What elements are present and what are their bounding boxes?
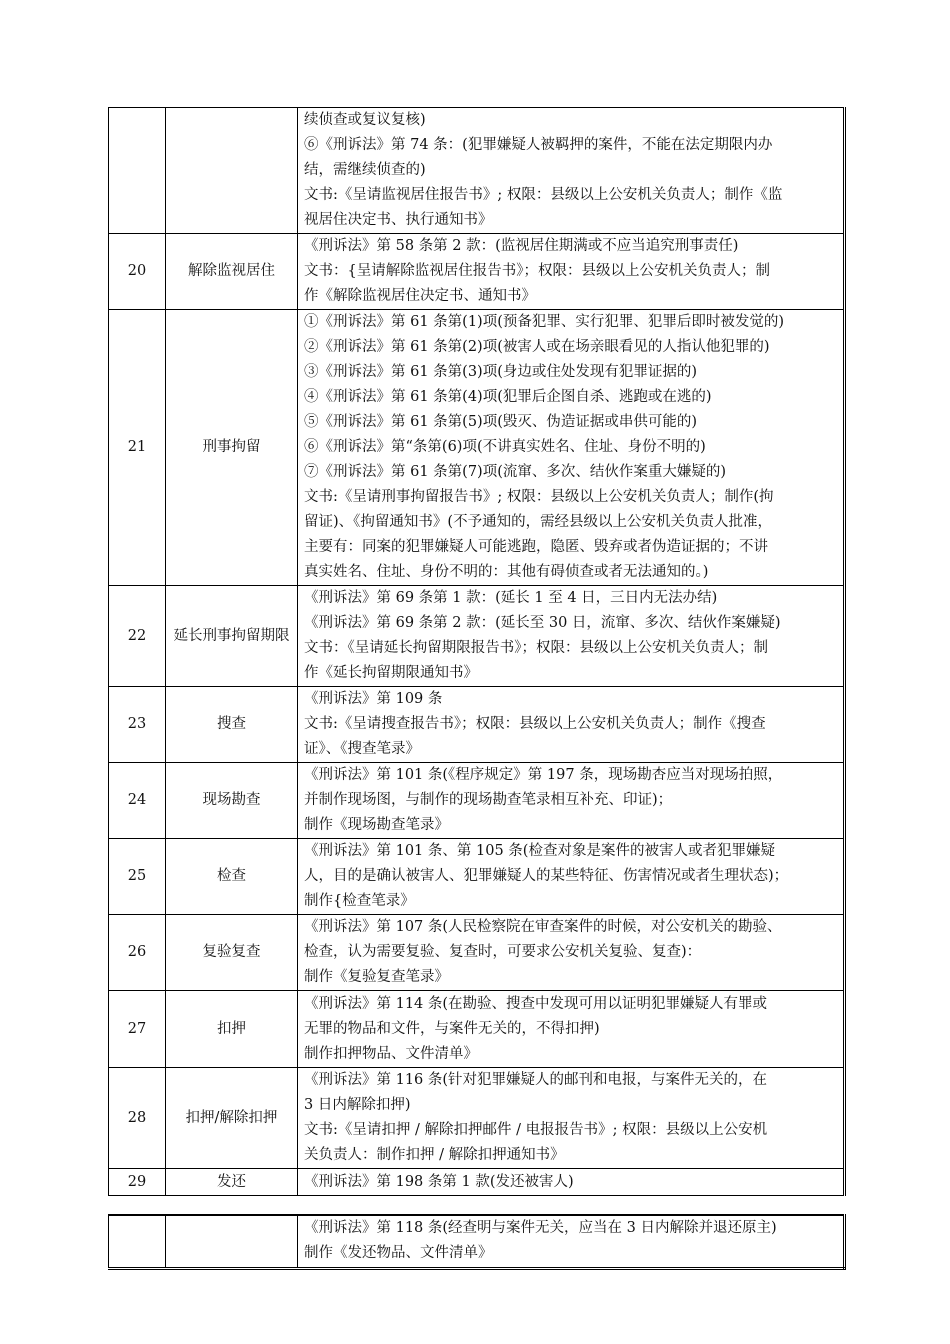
table-row bbox=[109, 310, 845, 586]
content-line: 证》、《搜查笔录》 bbox=[304, 741, 420, 757]
procedure-name: 检查 bbox=[166, 839, 298, 915]
content-line: 《刑诉法》第 101 条(《程序规定》第 197 条，现场勘杏应当对现场拍照， bbox=[304, 767, 783, 783]
procedure-name: 扣押/解除扣押 bbox=[166, 1068, 298, 1169]
content-line: 视居住决定书、执行通知书》 bbox=[304, 212, 493, 228]
content-line: ⑦《刑诉法》第 61 条第(7)项(流窜、多次、结伙作案重大嫌疑的) bbox=[304, 464, 727, 480]
row-number bbox=[109, 1215, 166, 1268]
procedure-name: 刑事拘留 bbox=[166, 310, 298, 586]
table-row bbox=[109, 839, 845, 915]
content-line: ⑥《刑诉法》第“条第(6)项(不讲真实姓名、住址、身份不明的) bbox=[304, 439, 706, 455]
content-line: 检查，认为需要复验、复查时，可要求公安机关复验、复查)： bbox=[304, 944, 702, 960]
procedure-table-continuation bbox=[108, 1214, 846, 1270]
content-line: 《刑诉法》第 109 条 bbox=[304, 691, 443, 707]
content-line: 关负责人：制作扣押 / 解除扣押通知书》 bbox=[304, 1147, 565, 1163]
procedure-name: 现场勘查 bbox=[166, 763, 298, 839]
content-line: 《刑诉法》第 69 条第 1 款：(延长 1 至 4 日，三日内无法办结) bbox=[304, 590, 718, 606]
content-line: 文书：《呈请延长拘留期限报告书》；权限：县级以上公安机关负责人；制 bbox=[304, 640, 768, 656]
procedure-name bbox=[166, 1215, 298, 1268]
content-line: ⑤《刑诉法》第 61 条第(5)项(毁灭、伪造证据或串供可能的) bbox=[304, 414, 698, 430]
table-row bbox=[109, 1068, 845, 1169]
table-row bbox=[109, 1169, 845, 1196]
content-line: 真实姓名、住址、身份不明的：其他有碍侦查或者无法通知的。) bbox=[304, 564, 709, 580]
row-number: 23 bbox=[109, 687, 166, 763]
content-line: 文书:《呈请扣押 / 解除扣押邮件 / 电报报告书》; 权限：县级以上公安机 bbox=[304, 1122, 768, 1138]
procedure-name: 延长刑事拘留期限 bbox=[166, 586, 298, 687]
row-number: 22 bbox=[109, 586, 166, 687]
legal-basis-content bbox=[298, 586, 845, 687]
content-line: 并制作现场图，与制作的现场勘查笔录相互补充、印证)； bbox=[304, 792, 673, 808]
content-line: 文书：{呈请解除监视居住报告书》；权限：县级以上公安机关负责人；制 bbox=[304, 263, 770, 279]
procedure-table-body bbox=[109, 108, 845, 1196]
row-number: 26 bbox=[109, 915, 166, 991]
content-line: 制作《现场勘查笔录》 bbox=[304, 817, 449, 833]
content-line: 人，目的是确认被害人、犯罪嫌疑人的某些特征、伤害情况或者生理状态)； bbox=[304, 868, 789, 884]
content-line: 文书:《呈请搜查报告书》；权限：县级以上公安机关负责人；制作《搜查 bbox=[304, 716, 766, 732]
row-number: 28 bbox=[109, 1068, 166, 1169]
content-line: 《刑诉法》第 101 条、第 105 条(检查对象是案件的被害人或者犯罪嫌疑 bbox=[304, 843, 775, 859]
content-line: 无罪的物品和文件，与案件无关的，不得扣押) bbox=[304, 1020, 600, 1037]
procedure-name: 发还 bbox=[166, 1169, 298, 1196]
row-number: 21 bbox=[109, 310, 166, 586]
procedure-name: 扣押 bbox=[166, 991, 298, 1068]
table-row bbox=[109, 991, 845, 1068]
content-line: 作《解除监视居住决定书、通知书》 bbox=[304, 288, 536, 304]
content-line: 《刑诉法》第 198 条第 1 款(发还被害人) bbox=[304, 1173, 574, 1190]
row-number: 25 bbox=[109, 839, 166, 915]
legal-basis-content bbox=[298, 839, 845, 915]
table-row bbox=[109, 915, 845, 991]
content-line: 续侦查或复议复核) bbox=[304, 112, 426, 128]
legal-basis-content bbox=[298, 763, 845, 839]
content-line: ③《刑诉法》第 61 条第(3)项(身边或住处发现有犯罪证据的) bbox=[304, 364, 698, 380]
content-line: 《刑诉法》第 107 条(人民检察院在审查案件的时候，对公安机关的勘验、 bbox=[304, 919, 782, 935]
content-line: 制作{检查笔录》 bbox=[304, 893, 415, 909]
row-number: 29 bbox=[109, 1169, 166, 1196]
content-line: 3 日内解除扣押) bbox=[304, 1097, 411, 1113]
procedure-name: 复验复查 bbox=[166, 915, 298, 991]
table-row bbox=[109, 687, 845, 763]
row-number: 24 bbox=[109, 763, 166, 839]
content-line: 主要有：同案的犯罪嫌疑人可能逃跑，隐匿、毁弃或者伪造证据的；不讲 bbox=[304, 539, 768, 555]
procedure-name: 搜查 bbox=[166, 687, 298, 763]
table-row bbox=[109, 1215, 845, 1268]
procedure-name bbox=[166, 108, 298, 234]
content-line: ④《刑诉法》第 61 条第(4)项(犯罪后企图自杀、逃跑或在逃的) bbox=[304, 389, 712, 405]
content-line: 《刑诉法》第 116 条(针对犯罪嫌疑人的邮刊和电报，与案件无关的，在 bbox=[304, 1072, 768, 1088]
legal-basis-content bbox=[298, 108, 845, 234]
content-line: ⑥《刑诉法》第 74 条：(犯罪嫌疑人被羁押的案件，不能在法定期限内办 bbox=[304, 137, 773, 153]
content-line: 制作《发还物品、文件清单》 bbox=[304, 1245, 493, 1262]
content-line: 《刑诉法》第 118 条(经查明与案件无关，应当在 3 日内解除并退还原主) bbox=[304, 1220, 777, 1237]
content-line: 作《延长拘留期限通知书》 bbox=[304, 665, 478, 681]
legal-basis-content bbox=[298, 310, 845, 586]
content-line: ①《刑诉法》第 61 条第(1)项(预备犯罪、实行犯罪、犯罪后即时被发觉的) bbox=[304, 314, 785, 330]
table-row bbox=[109, 234, 845, 310]
legal-basis-content bbox=[298, 234, 845, 310]
content-line: 制作扣押物品、文件清单》 bbox=[304, 1045, 478, 1062]
content-line: 文书:《呈请刑事拘留报告书》; 权限：县级以上公安机关负责人；制作(拘 bbox=[304, 489, 774, 505]
content-line: 文书:《呈请监视居住报告书》; 权限：县级以上公安机关负责人；制作《监 bbox=[304, 187, 783, 203]
table-row bbox=[109, 586, 845, 687]
row-number: 20 bbox=[109, 234, 166, 310]
legal-basis-content bbox=[298, 1169, 845, 1196]
legal-basis-content bbox=[298, 1068, 845, 1169]
legal-basis-content bbox=[298, 915, 845, 991]
legal-basis-content bbox=[298, 991, 845, 1068]
content-line: 《刑诉法》第 69 条第 2 款：(延长至 30 日，流窜、多次、结伙作案嫌疑) bbox=[304, 615, 781, 631]
procedure-table bbox=[108, 107, 846, 1196]
content-line: 结，需继续侦查的) bbox=[304, 162, 426, 178]
content-line: ②《刑诉法》第 61 条第(2)项(被害人或在场亲眼看见的人指认他犯罪的) bbox=[304, 339, 770, 355]
content-line: 《刑诉法》第 58 条第 2 款：(监视居住期满或不应当追究刑事责任) bbox=[304, 238, 739, 254]
content-line: 制作《复验复查笔录》 bbox=[304, 969, 449, 985]
procedure-table-continuation-body bbox=[109, 1215, 845, 1268]
row-number bbox=[109, 108, 166, 234]
content-line: 留证)、《拘留通知书》(不予通知的，需经县级以上公安机关负责人批准， bbox=[304, 514, 773, 530]
row-number: 27 bbox=[109, 991, 166, 1068]
procedure-name: 解除监视居住 bbox=[166, 234, 298, 310]
legal-basis-content bbox=[298, 687, 845, 763]
table-row bbox=[109, 763, 845, 839]
table-row bbox=[109, 108, 845, 234]
legal-basis-content bbox=[298, 1215, 845, 1268]
content-line: 《刑诉法》第 114 条(在勘验、搜查中发现可用以证明犯罪嫌疑人有罪或 bbox=[304, 995, 768, 1012]
